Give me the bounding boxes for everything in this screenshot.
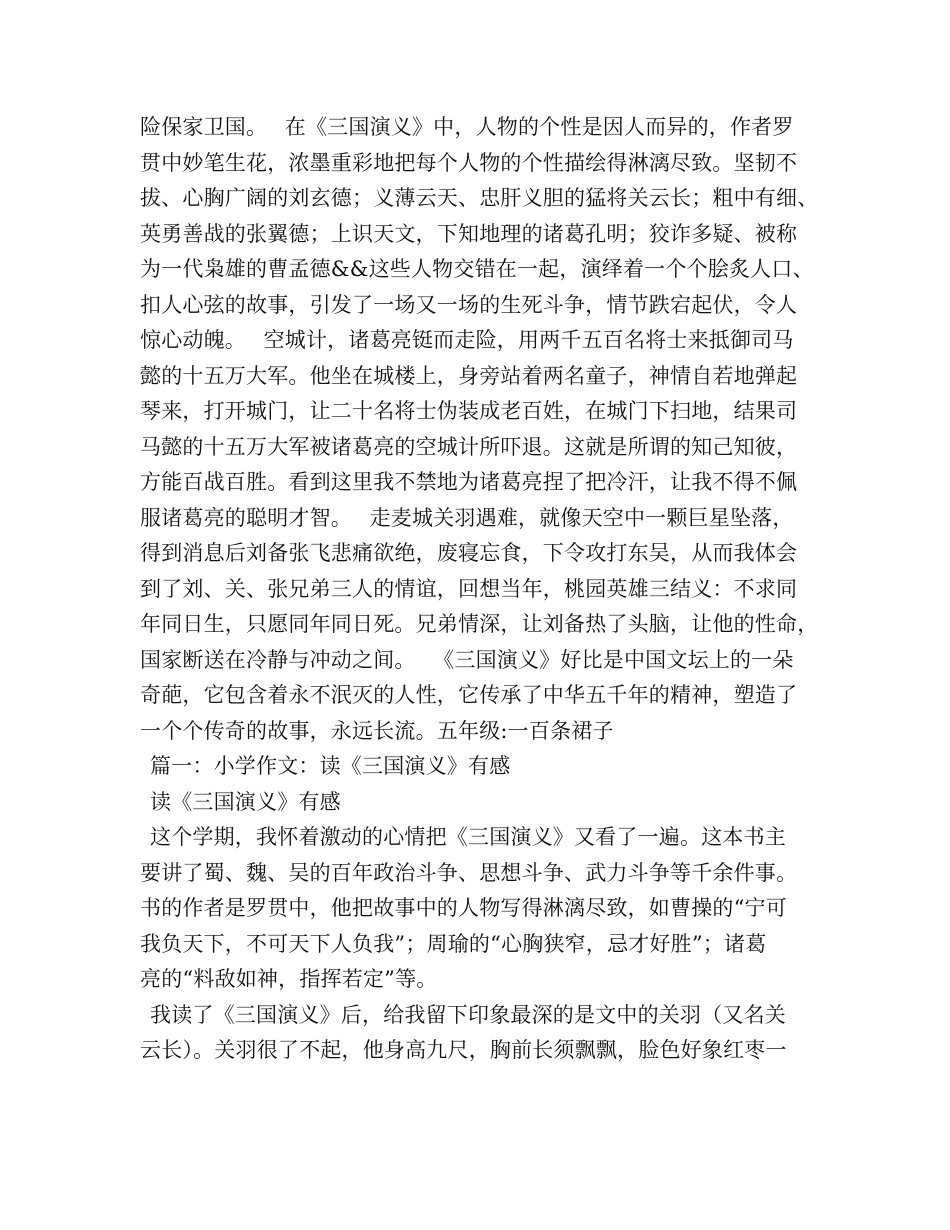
text-line: 为一代枭雄的曹孟德&&这些人物交错在一起，演绎着一个个脍炙人口、: [140, 257, 814, 281]
text-line: 拔、心胸广阔的刘玄德；义薄云天、忠肝义胆的猛将关云长；粗中有细、: [140, 186, 819, 210]
text-line: 懿的十五万大军。他坐在城楼上，身旁站着两名童子，神情自若地弹起: [140, 363, 798, 388]
text-line: 这个学期，我怀着激动的心情把《三国演义》又看了一遍。这本书主: [150, 825, 786, 849]
text-line: 到了刘、关、张兄弟三人的情谊，回想当年，桃园英雄三结义：不求同: [140, 576, 798, 601]
text-line: 得到消息后刘备张飞悲痛欲绝，废寝忘食，下令攻打东吴，从而我体会: [140, 541, 798, 565]
text-line: 琴来，打开城门，让二十名将士伪装成老百姓，在城门下扫地，结果司: [140, 399, 798, 423]
text-line: 国家断送在冷静与冲动之间。 《三国演义》好比是中国文坛上的一朵: [140, 647, 794, 672]
text-line: 一个个传奇的故事，永远长流。五年级:一百条裙子: [140, 718, 614, 743]
text-line: 我读了《三国演义》后，给我留下印象最深的是文中的关羽（又名关: [150, 1002, 786, 1027]
text-line: 扣人心弦的故事，引发了一场又一场的生死斗争，情节跌宕起伏，令人: [140, 292, 798, 317]
text-line: 我负天下，不可天下人负我”；周瑜的“心胸狭窄，忌才好胜”；诸葛: [140, 931, 767, 956]
text-line: 奇葩，它包含着永不泯灭的人性，它传承了中华五千年的精神，塑造了: [140, 683, 798, 707]
section-heading: 篇一：小学作文：读《三国演义》有感: [150, 754, 511, 778]
text-line: 亮的“料敌如神，指挥若定”等。: [140, 967, 438, 991]
document-body: [140, 110, 830, 1069]
text-line: 年同日生，只愿同年同日死。兄弟情深，让刘备热了头脑，让他的性命，: [140, 612, 819, 636]
text-line: 云长）。关羽很了不起，他身高九尺，胸前长须飘飘，脸色好象红枣一: [140, 1038, 787, 1062]
text-line: 要讲了蜀、魏、吴的百年政治斗争、思想斗争、武力斗争等千余件事。: [140, 860, 798, 885]
text-line: 英勇善战的张翼德；上识天文，下知地理的诸葛孔明；狡诈多疑、被称: [140, 221, 798, 246]
text-line: 马懿的十五万大军被诸葛亮的空城计所吓退。这就是所谓的知己知彼，: [140, 434, 798, 459]
text-line: 惊心动魄。 空城计，诸葛亮铤而走险，用两千五百名将士来抵御司马: [140, 328, 794, 352]
text-line: 书的作者是罗贯中，他把故事中的人物写得淋漓尽致，如曹操的“宁可: [140, 896, 787, 920]
text-line: 服诸葛亮的聪明才智。 走麦城关羽遇难，就像天空中一颗巨星坠落，: [140, 505, 794, 530]
text-line: 贯中妙笔生花，浓墨重彩地把每个人物的个性描绘得淋漓尽致。坚韧不: [140, 150, 798, 175]
text-line: 险保家卫国。 在《三国演义》中，人物的个性是因人而异的，作者罗: [140, 115, 794, 139]
essay-title: 读《三国演义》有感: [150, 789, 341, 814]
text-line: 方能百战百胜。看到这里我不禁地为诸葛亮捏了把冷汗，让我不得不佩: [140, 470, 798, 494]
